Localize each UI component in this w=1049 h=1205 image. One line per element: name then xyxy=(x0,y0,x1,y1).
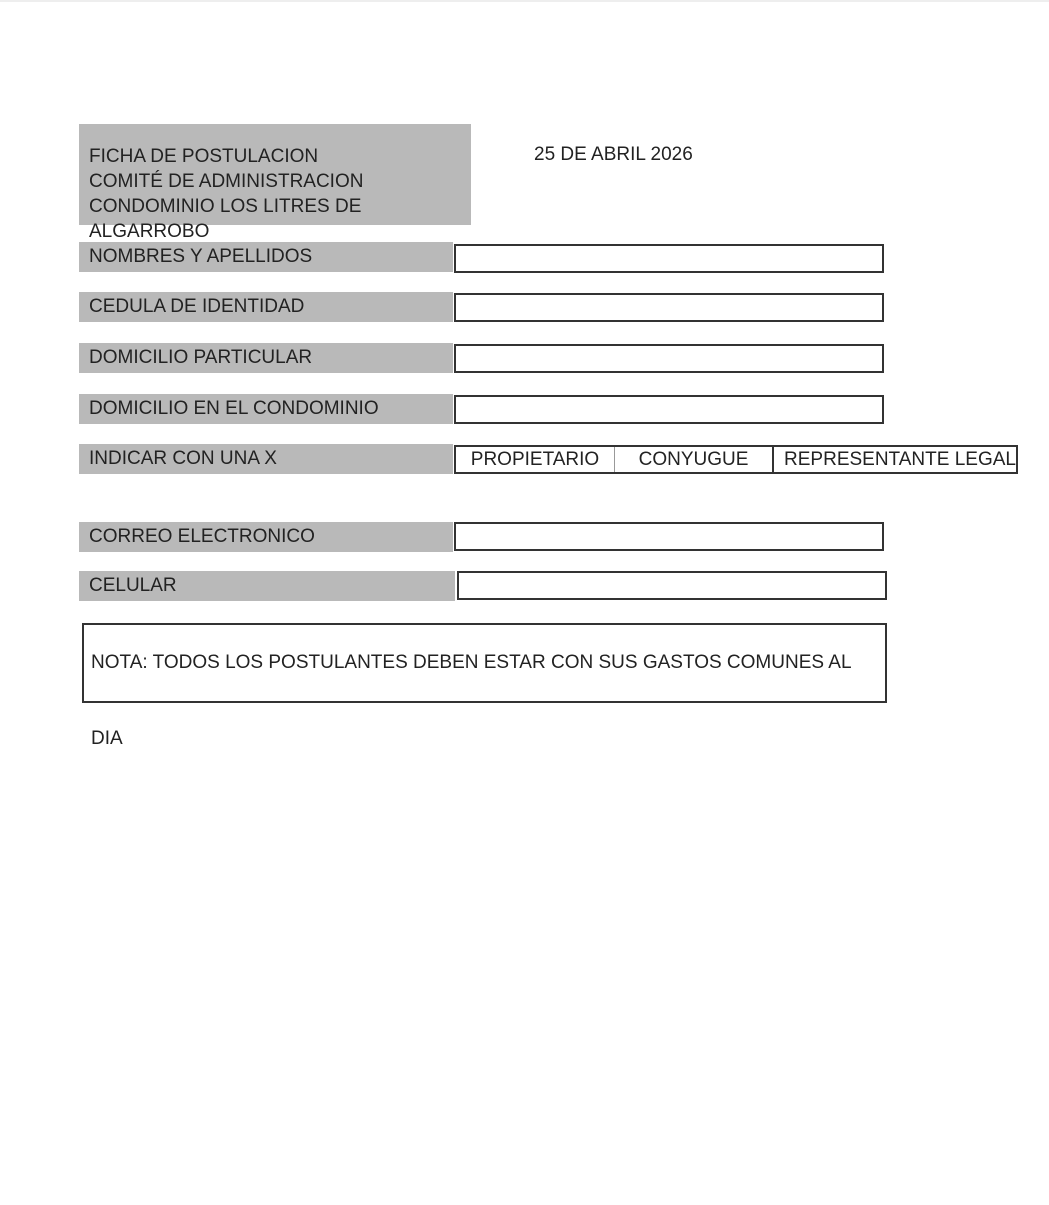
option-representante-legal[interactable]: REPRESENTANTE LEGAL xyxy=(784,449,1016,470)
correo-field[interactable] xyxy=(454,522,884,551)
option-propietario[interactable]: PROPIETARIO xyxy=(456,447,615,472)
label-correo: CORREO ELECTRONICO xyxy=(79,522,453,552)
form-date: 25 DE ABRIL 2026 xyxy=(534,144,693,165)
label-cedula: CEDULA DE IDENTIDAD xyxy=(79,292,453,322)
domicilio-field[interactable] xyxy=(454,344,884,373)
domicilio-condominio-field[interactable] xyxy=(454,395,884,424)
label-domicilio-condominio: DOMICILIO EN EL CONDOMINIO xyxy=(79,394,453,424)
cedula-field[interactable] xyxy=(454,293,884,322)
form-condominium: CONDOMINIO LOS LITRES DE ALGARROBO xyxy=(89,196,362,242)
celular-field[interactable] xyxy=(457,571,887,600)
form-title: FICHA DE POSTULACION xyxy=(89,146,319,167)
form-committee: COMITÉ DE ADMINISTRACION xyxy=(89,171,364,192)
nombres-field[interactable] xyxy=(454,244,884,273)
role-options xyxy=(454,445,1018,474)
label-indicar: INDICAR CON UNA X xyxy=(79,444,453,474)
label-domicilio: DOMICILIO PARTICULAR xyxy=(79,343,453,373)
label-celular: CELULAR xyxy=(79,571,455,601)
option-conyugue[interactable]: CONYUGUE xyxy=(615,447,774,472)
form-header xyxy=(79,124,471,242)
note-box: NOTA: TODOS LOS POSTULANTES DEBEN ESTAR CON SUS GASTOS COMUNES AL DIA xyxy=(82,623,887,703)
label-nombres: NOMBRES Y APELLIDOS xyxy=(79,242,453,272)
